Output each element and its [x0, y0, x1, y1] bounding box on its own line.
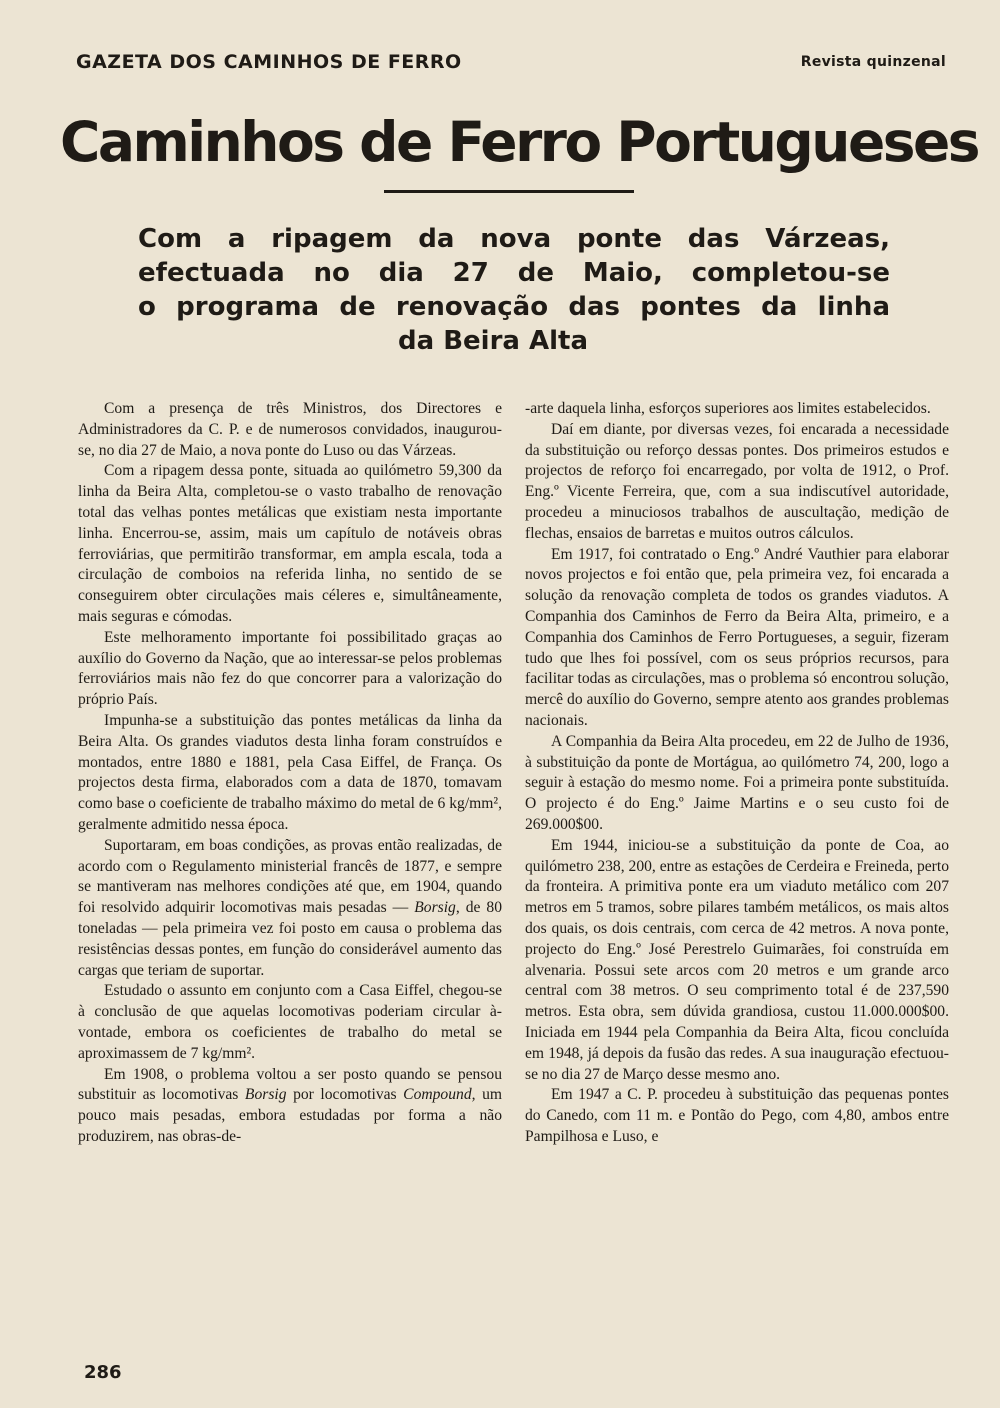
paragraph: Daí em diante, por diversas vezes, foi encarada a necessidade da substituição ou reforço dessas pontes. Dos primeiros estudos e projectos de reforço foi encarregado, por volta de 1912, o Prof. Eng.º Vicente Ferreira, que, com a sua indiscutível autoridade, procedeu a minuciosos trabalhos de auscultação, medição de flechas, ensaios de barretas e muitos outros cálculos.	[525, 420, 949, 542]
text-run: Em 1908, o problema voltou a ser posto quando se pensou substituir as locomotivas	[78, 1065, 502, 1104]
paragraph: Em 1947 a C. P. procedeu à substituição das pequenas pontes do Canedo, com 11 m. e Pontão do Pego, com 4,80, ambos entre Pampilhosa e Luso, e	[525, 1086, 949, 1145]
subtitle-line: o programa de renovação das pontes da linha	[138, 292, 890, 322]
text-run: por locomotivas	[286, 1086, 404, 1104]
paragraph: A Companhia da Beira Alta procedeu, em 22 de Julho de 1936, à substituição da ponte de Mortágua, ao quilómetro 74, 200, logo a seguir à estação do mesmo nome. Foi a primeira ponte substituída. O projecto é do Eng.º Jaime Martins e o seu custo foi de 269.000$00.	[525, 732, 949, 833]
text-run: um pouco mais pesadas, embora estudadas por forma a não produzirem, nas obras-de-	[78, 1086, 502, 1145]
left-column	[78, 399, 502, 1148]
subtitle-line: da Beira Alta	[398, 326, 588, 356]
paragraph	[78, 1065, 502, 1148]
paragraph: Este melhoramento importante foi possibilitado graças ao auxílio do Governo da Nação, que ao interessar-se pelos problemas ferroviários mais não fez do que concorrer para a valorização do próprio País.	[78, 628, 502, 709]
paragraph: Estudado o assunto em conjunto com a Casa Eiffel, chegou-se à conclusão de que aquelas locomotivas poderiam circular à-vontade, embora os coeficientes de trabalho do metal se aproximassem de 7 kg/mm².	[78, 982, 502, 1062]
subtitle-line: efectuada no dia 27 de Maio, completou-se	[138, 258, 890, 288]
paragraph: Em 1944, iniciou-se a substituição da ponte de Coa, ao quilómetro 238, 200, entre as estações de Cerdeira e Freineda, perto da fronteira. A primitiva ponte era um viaduto metálico com 207 metros em 5 tramos, sobre pilares também metálicos, os mais altos dos quais, os dois centrais, com cerca de 42 metros. A nova ponte, projecto do Eng.º José Perestrelo Guimarães, foi construída em alvenaria. Possui sete arcos com 20 metros e um grande arco central com 38 metros. O seu comprimento total é de 237,590 metros. Esta obra, sem dúvida grandiosa, custou 11.000.000$00. Iniciada em 1944 pela Companhia da Beira Alta, ficou concluída em 1948, já depois da fusão das redes. A sua inauguração efectuou-se no dia 27 de Março desse mesmo ano.	[525, 836, 949, 1083]
page-header	[76, 46, 946, 78]
paragraph: -arte daquela linha, esforços superiores aos limites estabelecidos.	[525, 400, 931, 417]
subtitle-line: Com a ripagem da nova ponte das Várzeas,	[138, 224, 890, 254]
article-subtitle	[138, 222, 890, 358]
paragraph: Com a ripagem dessa ponte, situada ao quilómetro 59,300 da linha da Beira Alta, completou-se o vasto trabalho de renovação total das velhas pontes metálicas que existiam nesta importante linha. Encerrou-se, assim, mais um capítulo de notáveis obras ferroviárias, que permitirão transformar, em ampla escala, toda a circulação de comboios na referida linha, no sentido de se conseguirem obter circulações mais céleres e, simultâneamente, mais seguras e cómodas.	[78, 462, 502, 625]
masthead: GAZETA DOS CAMINHOS DE FERRO	[76, 51, 462, 73]
title-divider	[384, 190, 634, 193]
italic-term: Borsig	[244, 1086, 287, 1104]
page-number: 286	[84, 1362, 122, 1383]
text-run: Suportaram, em boas condições, as provas então realizadas, de acordo com o Regulamento ministerial francês de 1877, e sempre se mantiveram nas melhores condições até que, em 1904, quando foi resolvido adquirir locomotivas mais pesadas —	[78, 836, 502, 917]
paragraph	[78, 836, 502, 982]
paragraph: Em 1917, foi contratado o Eng.º André Vauthier para elaborar novos projectos e foi então que, pela primeira vez, foi encarada a solução da renovação completa de todos os grandes viadutos. A Companhia dos Caminhos de Ferro da Beira Alta, primeiro, e a Companhia dos Caminhos de Ferro Portugueses, a seguir, fizeram tudo que lhes foi possível, com os seus próprios recursos, para facilitar todas as circulações, mas o problema só encontrou solução, mercê do auxílio do Governo, sempre atento aos grandes problemas nacionais.	[525, 545, 949, 729]
italic-term: Borsig	[414, 899, 456, 917]
right-column	[525, 399, 949, 1148]
article-title: Caminhos de Ferro Portugueses	[60, 110, 979, 174]
periodicity-label: Revista quinzenal	[800, 54, 946, 70]
italic-term: Compound,	[403, 1086, 476, 1104]
paragraph: Impunha-se a substituição das pontes metálicas da linha da Beira Alta. Os grandes viadutos desta linha foram construídos e montados, entre 1880 e 1881, pela Casa Eiffel, de França. Os projectos desta firma, elaborados com a data de 1870, tomavam como base o coeficiente de trabalho máximo do metal de 6 kg/mm², geralmente admitido nessa época.	[78, 711, 502, 833]
paragraph: Com a presença de três Ministros, dos Directores e Administradores da C. P. e de numerosos convidados, inaugurou-se, no dia 27 de Maio, a nova ponte do Luso ou das Várzeas.	[78, 400, 502, 459]
text-run: , de 80 toneladas — pela primeira vez foi posto em causa o problema das resistências dessas pontes, em função do considerável aumento das cargas que teriam de suportar.	[78, 899, 502, 979]
